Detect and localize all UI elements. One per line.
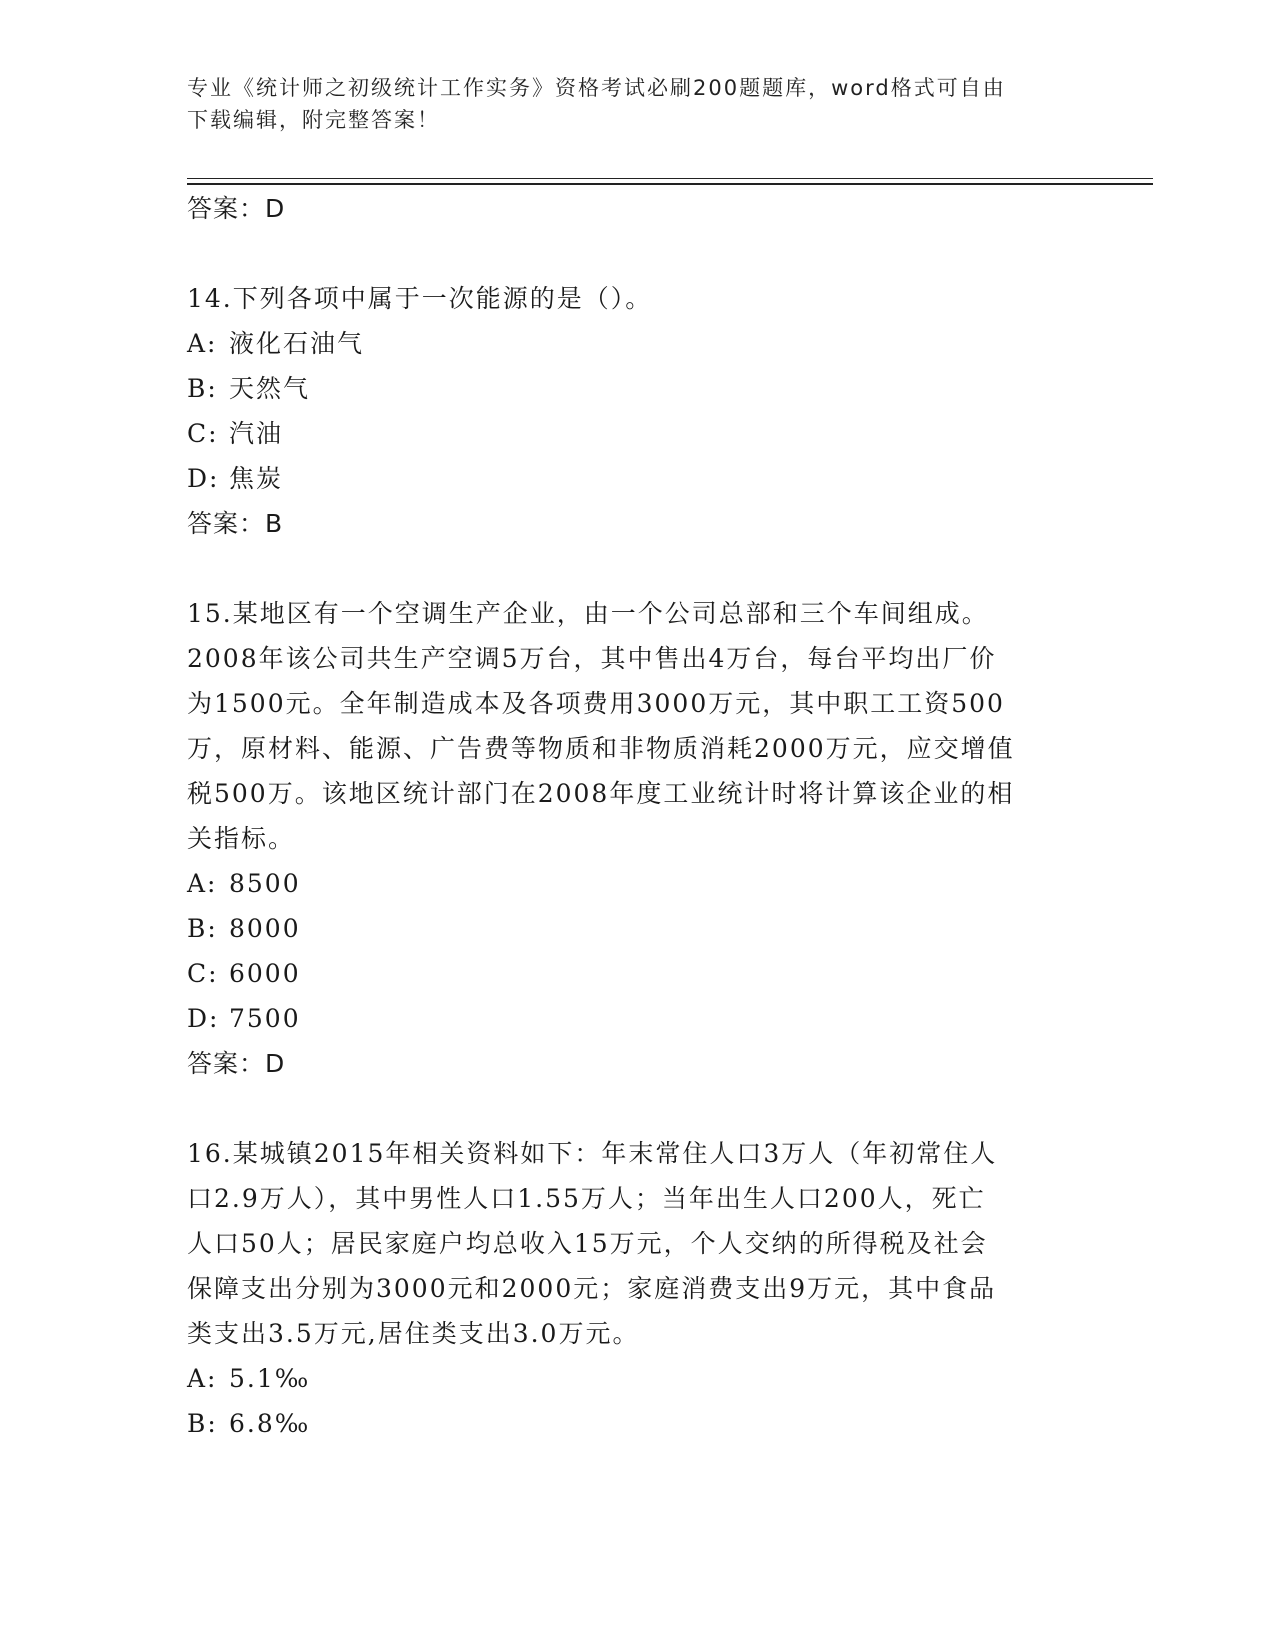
question-15 xyxy=(187,591,1087,1086)
option-letter: A: xyxy=(187,869,218,898)
option-a xyxy=(187,1356,1087,1401)
question-text-line: 2008年该公司共生产空调5万台，其中售出4万台，每台平均出厂价 xyxy=(187,644,997,673)
option-letter: C: xyxy=(187,959,219,988)
option-text: 焦炭 xyxy=(229,464,284,493)
option-letter: B: xyxy=(187,374,218,403)
option-d xyxy=(187,996,1087,1041)
option-text: 5.1‰ xyxy=(229,1364,311,1393)
option-text: 液化石油气 xyxy=(229,329,365,358)
option-c xyxy=(187,411,1087,456)
option-a xyxy=(187,321,1087,366)
option-a xyxy=(187,861,1087,906)
answer-line: 答案：B xyxy=(187,509,284,538)
option-letter: A: xyxy=(187,329,218,358)
option-text: 6.8‰ xyxy=(229,1409,311,1438)
question-text-line: 为1500元。全年制造成本及各项费用3000万元，其中职工工资500 xyxy=(187,689,1005,718)
question-text-line: 税500万。该地区统计部门在2008年度工业统计时将计算该企业的相 xyxy=(187,779,1015,808)
spacer xyxy=(187,546,1087,591)
option-letter: B: xyxy=(187,914,218,943)
option-text: 7500 xyxy=(229,1004,301,1033)
option-c xyxy=(187,951,1087,996)
question-14 xyxy=(187,276,1087,546)
option-b xyxy=(187,1401,1087,1446)
option-b xyxy=(187,366,1087,411)
option-text: 8000 xyxy=(229,914,301,943)
question-text-line: 类支出3.5万元,居住类支出3.0万元。 xyxy=(187,1319,640,1348)
option-letter: B: xyxy=(187,1409,218,1438)
header-line-1: 专业《统计师之初级统计工作实务》资格考试必刷200题题库，word格式可自由 xyxy=(187,76,1006,100)
option-text: 天然气 xyxy=(229,374,311,403)
question-text-line: 14.下列各项中属于一次能源的是（）。 xyxy=(187,284,653,313)
question-text-line: 保障支出分别为3000元和2000元；家庭消费支出9万元，其中食品 xyxy=(187,1274,997,1303)
option-d xyxy=(187,456,1087,501)
question-text-line: 口2.9万人），其中男性人口1.55万人；当年出生人口200人，死亡 xyxy=(187,1184,986,1213)
question-text-line: 人口50人；居民家庭户均总收入15万元，个人交纳的所得税及社会 xyxy=(187,1229,988,1258)
option-letter: D: xyxy=(187,464,220,493)
question-text-line: 万，原材料、能源、广告费等物质和非物质消耗2000万元，应交增值 xyxy=(187,734,1015,763)
question-text-line: 关指标。 xyxy=(187,824,296,853)
option-letter: C: xyxy=(187,419,219,448)
option-text: 6000 xyxy=(229,959,301,988)
option-b xyxy=(187,906,1087,951)
option-text: 汽油 xyxy=(229,419,284,448)
header-line-2: 下载编辑，附完整答案！ xyxy=(187,108,440,132)
header-divider xyxy=(187,178,1153,185)
question-content xyxy=(187,186,1087,1446)
option-letter: D: xyxy=(187,1004,220,1033)
page-header xyxy=(187,72,1067,136)
question-16 xyxy=(187,1131,1087,1446)
spacer xyxy=(187,231,1087,276)
question-text-line: 15.某地区有一个空调生产企业，由一个公司总部和三个车间组成。 xyxy=(187,599,989,628)
option-letter: A: xyxy=(187,1364,218,1393)
answer-line: 答案：D xyxy=(187,1049,286,1078)
spacer xyxy=(187,1086,1087,1131)
option-text: 8500 xyxy=(229,869,301,898)
question-text-line: 16.某城镇2015年相关资料如下：年末常住人口3万人（年初常住人 xyxy=(187,1139,998,1168)
previous-answer: 答案：D xyxy=(187,194,286,223)
